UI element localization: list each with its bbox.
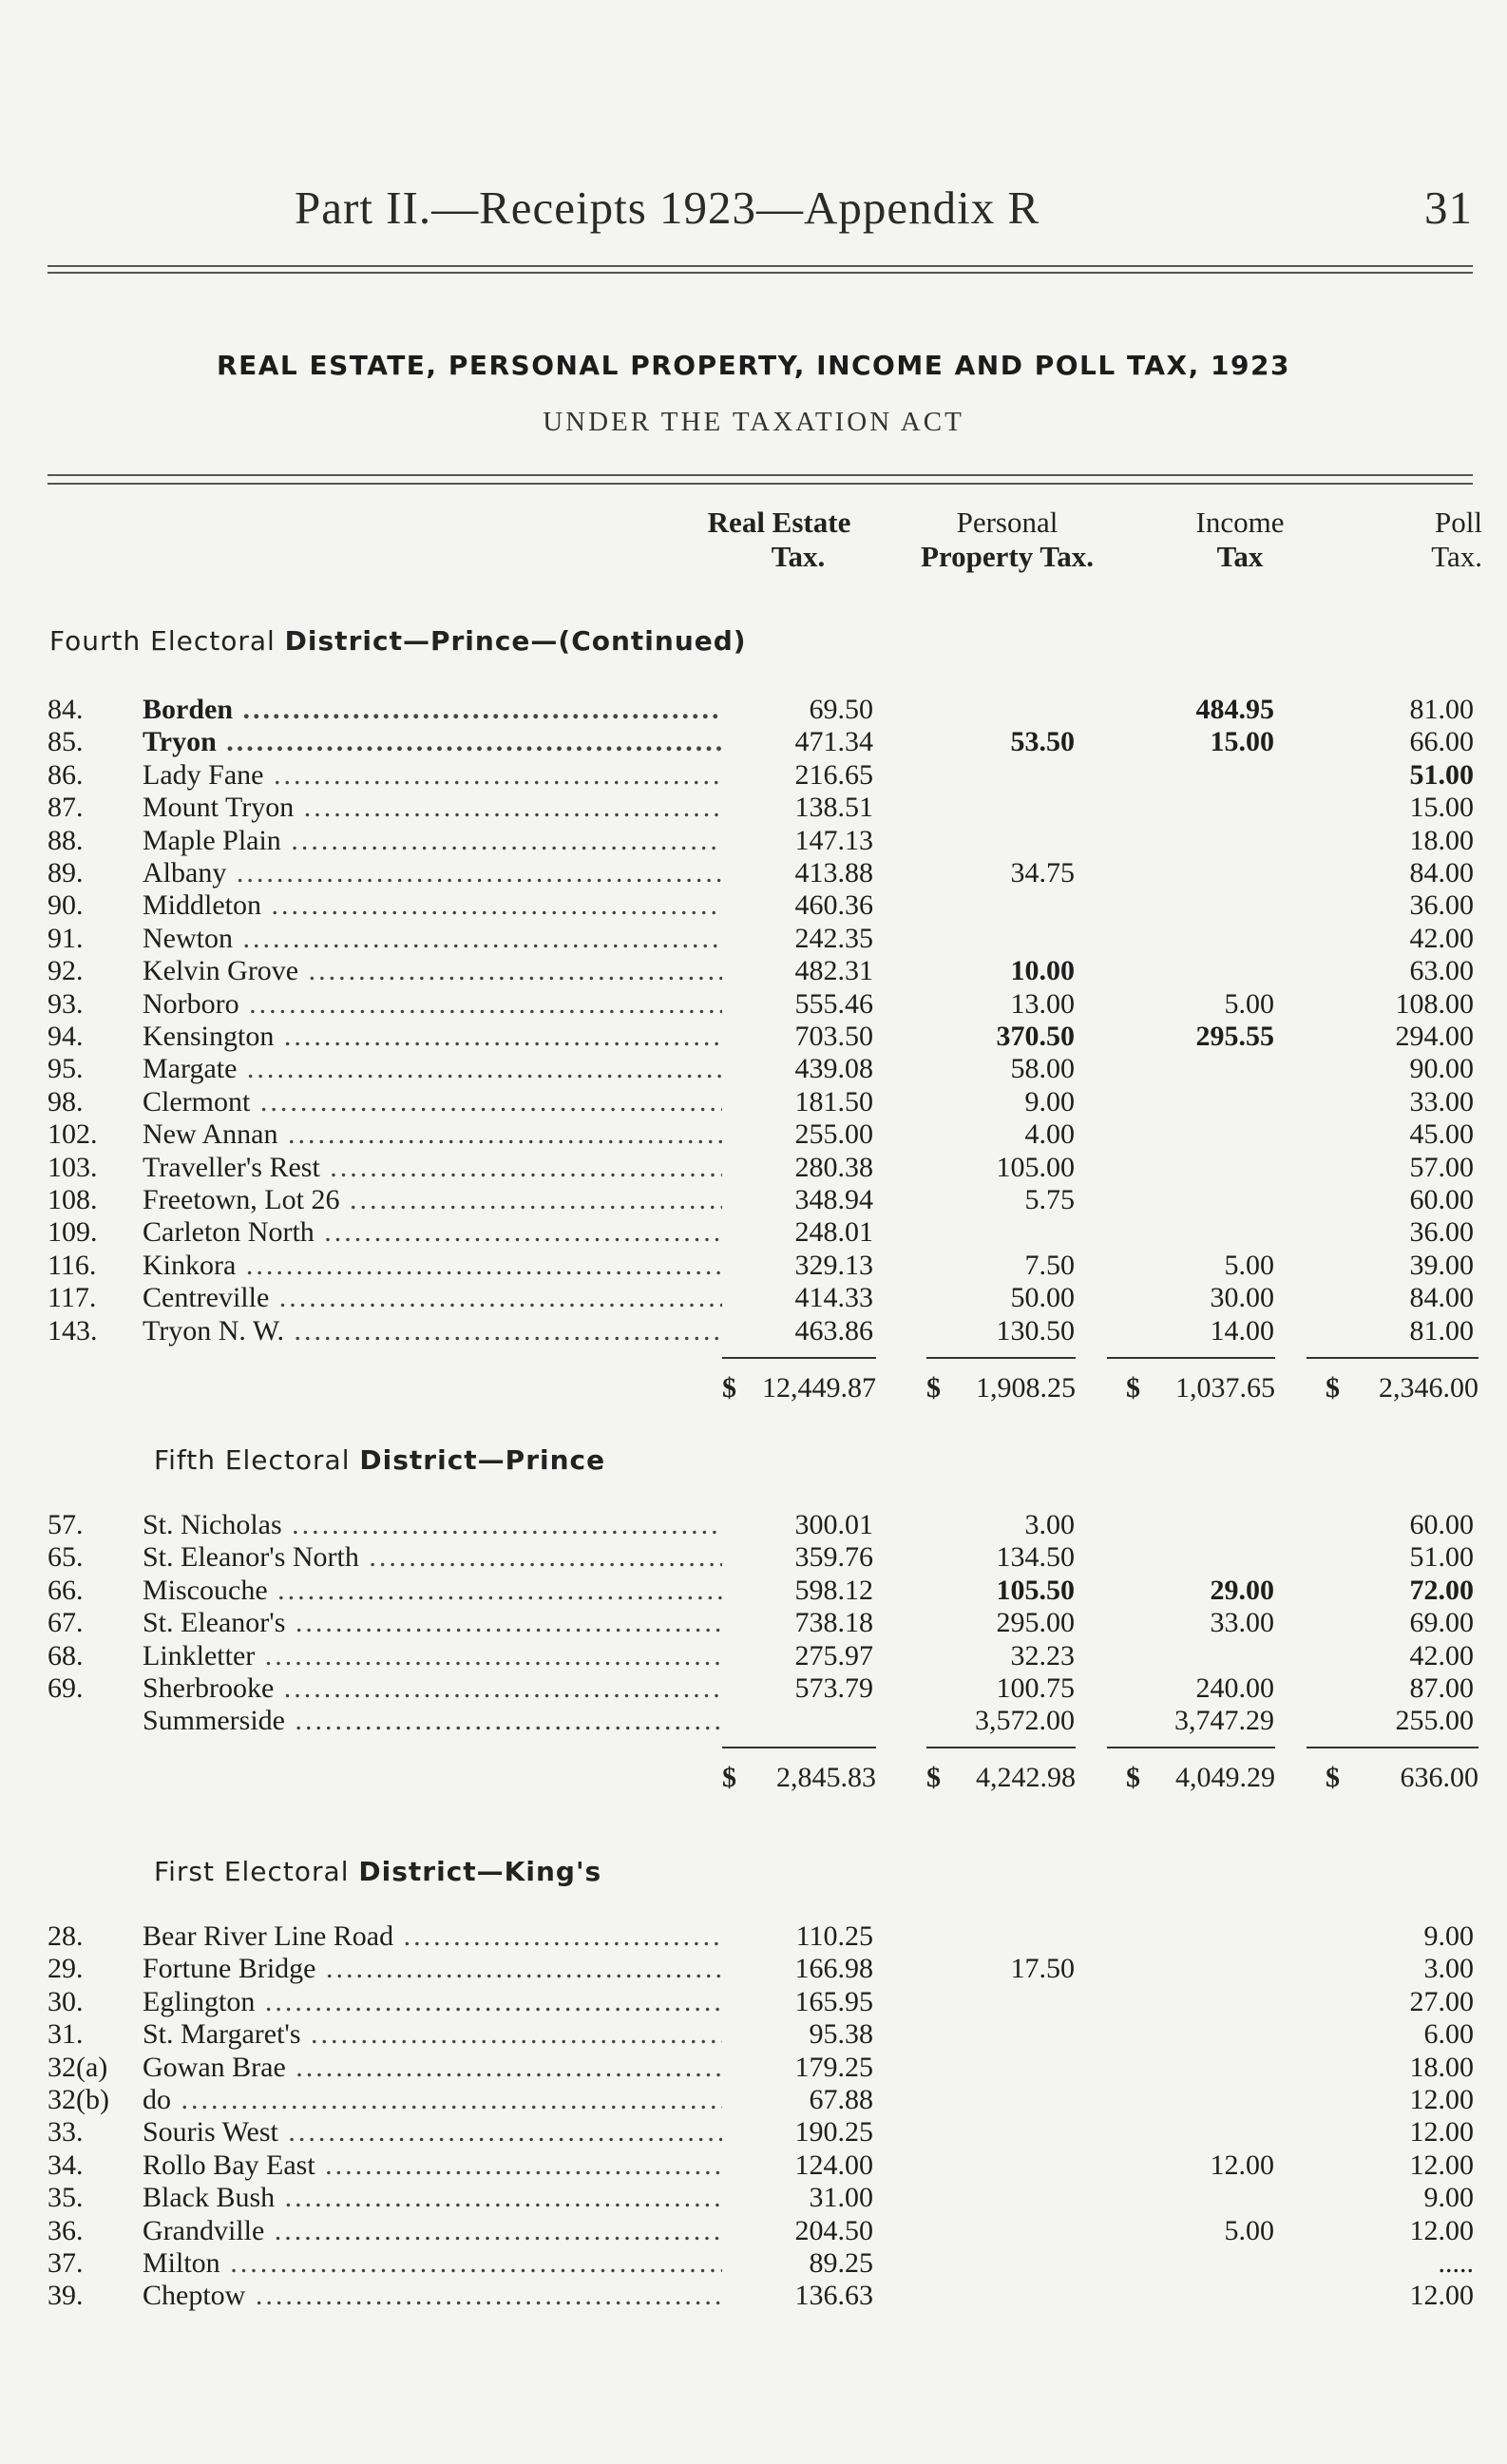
total-value: 1,037.65 — [1175, 1372, 1275, 1404]
district-name: Albany ..... — [143, 857, 722, 889]
section-title-lead: First Electoral — [154, 1856, 359, 1887]
personal-property-tax: 10.00 — [1010, 955, 1075, 986]
total-rule — [1307, 1747, 1478, 1748]
table-row — [0, 1315, 1507, 1347]
personal-property-tax: 3,572.00 — [975, 1705, 1075, 1736]
real-estate-tax: 482.31 — [794, 955, 873, 986]
real-estate-tax: 329.13 — [794, 1250, 873, 1281]
district-name: Black Bush ..... — [143, 2182, 722, 2214]
poll-tax: 27.00 — [1409, 1986, 1474, 2017]
totals-row — [0, 1762, 1507, 1794]
district-name: Clermont ..... — [143, 1086, 722, 1118]
row-number: 33. — [48, 2116, 84, 2148]
income-tax: 5.00 — [1224, 2215, 1274, 2246]
column-header-line: Tax — [1216, 540, 1264, 573]
section-title — [49, 625, 747, 657]
running-head — [295, 181, 1473, 238]
real-estate-tax: 738.18 — [794, 1607, 873, 1638]
total-rule — [1107, 1357, 1275, 1359]
poll-tax: 60.00 — [1409, 1184, 1474, 1215]
row-number: 86. — [48, 759, 84, 791]
table-row — [0, 694, 1507, 726]
running-title: Part II.—Receipts 1923—Appendix R — [295, 181, 1040, 234]
personal-property-tax: 32.23 — [1010, 1640, 1075, 1671]
real-estate-tax: 138.51 — [794, 792, 873, 823]
currency-sign: $ — [1326, 1372, 1340, 1404]
personal-property-tax: 5.75 — [1024, 1184, 1075, 1215]
row-number: 67. — [48, 1607, 84, 1638]
district-name: Grandville ..... — [143, 2215, 722, 2247]
row-number: 85. — [48, 726, 84, 757]
row-number: 91. — [48, 923, 84, 954]
row-number: 117. — [48, 1282, 97, 1313]
poll-tax: 36.00 — [1409, 1216, 1474, 1248]
section-title — [154, 1444, 605, 1476]
real-estate-tax: 414.33 — [794, 1282, 873, 1313]
table-row — [0, 1021, 1507, 1053]
poll-tax: 255.00 — [1395, 1705, 1474, 1736]
table-row — [0, 1640, 1507, 1672]
district-name: Kensington ..... — [143, 1021, 722, 1053]
currency-sign: $ — [722, 1372, 736, 1404]
district-name: Miscouche ..... — [143, 1575, 722, 1607]
poll-tax: 81.00 — [1409, 1315, 1474, 1347]
poll-tax: 12.00 — [1409, 2116, 1474, 2148]
poll-tax: 87.00 — [1409, 1672, 1474, 1704]
total-value: 2,346.00 — [1379, 1372, 1478, 1404]
row-number: 29. — [48, 1953, 84, 1984]
income-tax: 5.00 — [1224, 988, 1274, 1020]
district-name: Traveller's Rest ..... — [143, 1152, 722, 1184]
personal-property-tax: 53.50 — [1010, 726, 1075, 757]
income-tax: 14.00 — [1210, 1315, 1274, 1347]
poll-tax: 18.00 — [1409, 825, 1474, 856]
table-row — [0, 1118, 1507, 1151]
total-rule — [926, 1357, 1076, 1359]
income-tax: 295.55 — [1195, 1021, 1274, 1052]
total-value: 1,908.25 — [976, 1372, 1076, 1404]
poll-tax: 9.00 — [1423, 2182, 1474, 2213]
poll-tax: 90.00 — [1409, 1053, 1474, 1084]
district-name: Milton ..... — [143, 2247, 722, 2280]
poll-tax: 57.00 — [1409, 1152, 1474, 1183]
row-number: 88. — [48, 825, 84, 856]
poll-tax: 39.00 — [1409, 1250, 1474, 1281]
totals-row — [0, 1372, 1507, 1404]
row-number: 30. — [48, 1986, 84, 2017]
table-row — [0, 1282, 1507, 1314]
income-tax: 30.00 — [1210, 1282, 1274, 1313]
real-estate-tax: 555.46 — [794, 988, 873, 1020]
poll-tax: 12.00 — [1409, 2084, 1474, 2115]
row-number: 68. — [48, 1640, 84, 1671]
total-value: 12,449.87 — [762, 1372, 876, 1404]
real-estate-tax: 573.79 — [794, 1672, 873, 1704]
total-value: 2,845.83 — [776, 1762, 876, 1793]
column-header-poll — [1340, 506, 1482, 574]
income-tax: 484.95 — [1195, 694, 1274, 725]
poll-tax: 45.00 — [1409, 1118, 1474, 1150]
personal-property-tax: 105.00 — [996, 1152, 1075, 1183]
real-estate-tax: 275.97 — [794, 1640, 873, 1671]
total-value: 636.00 — [1400, 1762, 1478, 1793]
table-row — [0, 2018, 1507, 2051]
table-row — [0, 1672, 1507, 1705]
row-number: 66. — [48, 1575, 84, 1606]
district-name: Lady Fane ..... — [143, 759, 722, 792]
row-number: 36. — [48, 2215, 84, 2246]
row-number: 103. — [48, 1152, 98, 1183]
column-header-income — [1140, 506, 1340, 574]
district-name: Gowan Brae ..... — [143, 2052, 722, 2084]
row-number: 95. — [48, 1053, 84, 1084]
real-estate-tax: 110.25 — [795, 1920, 873, 1952]
real-estate-tax: 255.00 — [794, 1118, 873, 1150]
personal-property-tax: 100.75 — [996, 1672, 1075, 1704]
district-name: Fortune Bridge ..... — [143, 1953, 722, 1985]
row-number: 31. — [48, 2018, 84, 2050]
income-tax: 5.00 — [1224, 1250, 1274, 1281]
poll-tax: 69.00 — [1409, 1607, 1474, 1638]
row-number: 108. — [48, 1184, 98, 1215]
real-estate-tax: 413.88 — [794, 857, 873, 888]
district-name: St. Eleanor's ..... — [143, 1607, 722, 1639]
real-estate-tax: 471.34 — [794, 726, 873, 757]
income-tax: 12.00 — [1210, 2149, 1274, 2181]
row-number: 28. — [48, 1920, 84, 1952]
table-row — [0, 1509, 1507, 1541]
page-number: 31 — [1424, 181, 1473, 234]
table-row — [0, 2247, 1507, 2280]
district-name: Freetown, Lot 26 ..... — [143, 1184, 722, 1216]
row-number: 94. — [48, 1021, 84, 1052]
table-row — [0, 2182, 1507, 2214]
poll-tax: 42.00 — [1409, 1640, 1474, 1671]
table-row — [0, 1250, 1507, 1282]
income-tax: 29.00 — [1210, 1575, 1274, 1606]
total-rule — [926, 1747, 1076, 1748]
district-name: Middleton ..... — [143, 889, 722, 922]
poll-tax: 12.00 — [1409, 2280, 1474, 2311]
real-estate-tax: 165.95 — [794, 1986, 873, 2017]
district-name: Maple Plain ..... — [143, 825, 722, 857]
currency-sign: $ — [1326, 1762, 1340, 1793]
row-number: 143. — [48, 1315, 98, 1347]
personal-property-tax: 13.00 — [1010, 988, 1075, 1020]
real-estate-tax: 147.13 — [794, 825, 873, 856]
real-estate-tax: 31.00 — [809, 2182, 873, 2213]
personal-property-tax: 370.50 — [996, 1021, 1075, 1052]
personal-property-tax: 3.00 — [1024, 1509, 1075, 1540]
total-rule — [722, 1747, 876, 1748]
table-row — [0, 2116, 1507, 2149]
section-title-lead: Fourth Electoral — [49, 625, 285, 657]
district-name: do ..... — [143, 2084, 722, 2116]
row-number: 32(b) — [48, 2084, 109, 2115]
district-name: Carleton North ..... — [143, 1216, 722, 1249]
column-header-line: Property Tax. — [921, 540, 1094, 573]
table-row — [0, 1216, 1507, 1249]
currency-sign: $ — [722, 1762, 736, 1793]
personal-property-tax: 295.00 — [996, 1607, 1075, 1638]
district-name: Kinkora ..... — [143, 1250, 722, 1282]
personal-property-tax: 58.00 — [1010, 1053, 1075, 1084]
row-number: 39. — [48, 2280, 84, 2311]
column-header-line: Real Estate — [707, 506, 851, 539]
row-number: 34. — [48, 2149, 84, 2181]
personal-property-tax: 134.50 — [996, 1541, 1075, 1573]
poll-tax: 60.00 — [1409, 1509, 1474, 1540]
table-row — [0, 1541, 1507, 1574]
total-value: 4,242.98 — [976, 1762, 1076, 1793]
table-row — [0, 1986, 1507, 2018]
real-estate-tax: 67.88 — [809, 2084, 873, 2115]
real-estate-tax: 216.65 — [794, 759, 873, 791]
table-row — [0, 1607, 1507, 1639]
column-header-line: Personal — [956, 506, 1059, 539]
district-name: Borden ..... — [143, 694, 722, 726]
row-number: 109. — [48, 1216, 98, 1248]
page-subtitle: UNDER THE TAXATION ACT — [543, 407, 964, 437]
row-number: 102. — [48, 1118, 98, 1150]
table-row — [0, 857, 1507, 889]
district-name: Centreville ..... — [143, 1282, 722, 1314]
real-estate-tax: 460.36 — [794, 889, 873, 921]
district-name: Linkletter ..... — [143, 1640, 722, 1672]
poll-tax: 42.00 — [1409, 923, 1474, 954]
table-row — [0, 2084, 1507, 2116]
table-row — [0, 923, 1507, 955]
personal-property-tax: 4.00 — [1024, 1118, 1075, 1150]
row-number: 89. — [48, 857, 84, 888]
column-header-real-estate — [675, 506, 884, 574]
poll-tax: 9.00 — [1423, 1920, 1474, 1952]
header-rule — [48, 265, 1473, 267]
column-header-line: Tax. — [771, 540, 826, 573]
section-title — [154, 1856, 601, 1887]
row-number: 69. — [48, 1672, 84, 1704]
real-estate-tax: 204.50 — [794, 2215, 873, 2246]
total-value: 4,049.29 — [1175, 1762, 1275, 1793]
poll-tax: 51.00 — [1409, 1541, 1474, 1573]
poll-tax: 12.00 — [1409, 2149, 1474, 2181]
table-row — [0, 1920, 1507, 1953]
table-row — [0, 1053, 1507, 1085]
real-estate-tax: 439.08 — [794, 1053, 873, 1084]
poll-tax: 18.00 — [1409, 2052, 1474, 2083]
row-number: 37. — [48, 2247, 84, 2279]
title-rule — [48, 474, 1473, 476]
personal-property-tax: 7.50 — [1024, 1250, 1075, 1281]
poll-tax: 51.00 — [1409, 759, 1474, 791]
table-row — [0, 2215, 1507, 2247]
row-number: 84. — [48, 694, 84, 725]
row-number: 57. — [48, 1509, 84, 1540]
district-name: Rollo Bay East ..... — [143, 2149, 722, 2182]
district-name: Newton ..... — [143, 923, 722, 955]
personal-property-tax: 17.50 — [1010, 1953, 1075, 1984]
district-name: St. Eleanor's North ..... — [143, 1541, 722, 1574]
real-estate-tax: 463.86 — [794, 1315, 873, 1347]
section-title-lead: Fifth Electoral — [154, 1444, 360, 1476]
table-row — [0, 1953, 1507, 1985]
real-estate-tax: 280.38 — [794, 1152, 873, 1183]
district-name: Summerside ..... — [143, 1705, 722, 1737]
table-row — [0, 1152, 1507, 1184]
section-title-name: District—King's — [358, 1856, 602, 1887]
poll-tax: 66.00 — [1409, 726, 1474, 757]
table-row — [0, 825, 1507, 857]
district-name: Sherbrooke ..... — [143, 1672, 722, 1705]
table-row — [0, 1184, 1507, 1216]
real-estate-tax: 248.01 — [794, 1216, 873, 1248]
real-estate-tax: 166.98 — [794, 1953, 873, 1984]
real-estate-tax: 124.00 — [794, 2149, 873, 2181]
poll-tax: 33.00 — [1409, 1086, 1474, 1117]
real-estate-tax: 69.50 — [809, 694, 873, 725]
district-name: Kelvin Grove ..... — [143, 955, 722, 987]
table-row — [0, 889, 1507, 922]
personal-property-tax: 50.00 — [1010, 1282, 1075, 1313]
poll-tax: 6.00 — [1423, 2018, 1474, 2050]
row-number: 32(a) — [48, 2052, 108, 2083]
currency-sign: $ — [1126, 1372, 1140, 1404]
poll-tax: 15.00 — [1409, 792, 1474, 823]
table-row — [0, 792, 1507, 824]
poll-tax: 36.00 — [1409, 889, 1474, 921]
poll-tax: 72.00 — [1409, 1575, 1474, 1606]
row-number: 98. — [48, 1086, 84, 1117]
poll-tax: 81.00 — [1409, 694, 1474, 725]
currency-sign: $ — [926, 1372, 941, 1404]
district-name: New Annan ..... — [143, 1118, 722, 1151]
table-row — [0, 2149, 1507, 2182]
real-estate-tax: 300.01 — [794, 1509, 873, 1540]
row-number: 65. — [48, 1541, 84, 1573]
table-row — [0, 2052, 1507, 2084]
income-tax: 15.00 — [1210, 726, 1274, 757]
district-name: St. Margaret's ..... — [143, 2018, 722, 2051]
real-estate-tax: 95.38 — [809, 2018, 873, 2050]
section-title-name: District—Prince—(Continued) — [284, 625, 747, 657]
poll-tax: 108.00 — [1395, 988, 1474, 1020]
poll-tax: 84.00 — [1409, 857, 1474, 888]
column-header-line: Income — [1195, 506, 1285, 539]
real-estate-tax: 179.25 — [794, 2052, 873, 2083]
currency-sign: $ — [926, 1762, 941, 1793]
section-title-name: District—Prince — [359, 1444, 606, 1476]
personal-property-tax: 9.00 — [1024, 1086, 1075, 1117]
district-name: Eglington ..... — [143, 1986, 722, 2018]
real-estate-tax: 348.94 — [794, 1184, 873, 1215]
real-estate-tax: 242.35 — [794, 923, 873, 954]
row-number: 87. — [48, 792, 84, 823]
real-estate-tax: 359.76 — [794, 1541, 873, 1573]
row-number: 90. — [48, 889, 84, 921]
page-title: REAL ESTATE, PERSONAL PROPERTY, INCOME AND POLL TAX, 1923 — [217, 350, 1290, 381]
district-name: Souris West ..... — [143, 2116, 722, 2149]
header-rule — [48, 272, 1473, 274]
personal-property-tax: 34.75 — [1010, 857, 1075, 888]
table-row — [0, 2280, 1507, 2312]
table-row — [0, 1575, 1507, 1607]
real-estate-tax: 190.25 — [794, 2116, 873, 2148]
total-rule — [722, 1357, 876, 1359]
real-estate-tax: 136.63 — [794, 2280, 873, 2311]
column-header-personal — [884, 506, 1131, 574]
district-name: Tryon ..... — [143, 726, 722, 758]
column-header-line: Poll — [1435, 506, 1482, 539]
poll-tax: 12.00 — [1409, 2215, 1474, 2246]
column-header-line: Tax. — [1431, 540, 1482, 573]
row-number: 35. — [48, 2182, 84, 2213]
income-tax: 33.00 — [1210, 1607, 1274, 1638]
district-name: Mount Tryon ..... — [143, 792, 722, 824]
total-rule — [1307, 1357, 1478, 1359]
poll-tax: 294.00 — [1395, 1021, 1474, 1052]
row-number: 92. — [48, 955, 84, 986]
district-name: Margate ..... — [143, 1053, 722, 1085]
district-name: St. Nicholas ..... — [143, 1509, 722, 1541]
row-number: 116. — [48, 1250, 97, 1281]
district-name: Cheptow ..... — [143, 2280, 722, 2312]
table-row — [0, 988, 1507, 1021]
income-tax: 240.00 — [1195, 1672, 1274, 1704]
district-name: Norboro ..... — [143, 988, 722, 1021]
table-row — [0, 955, 1507, 987]
currency-sign: $ — [1126, 1762, 1140, 1793]
personal-property-tax: 105.50 — [996, 1575, 1075, 1606]
title-rule — [48, 483, 1473, 485]
real-estate-tax: 703.50 — [794, 1021, 873, 1052]
poll-tax: ..... — [1438, 2247, 1474, 2279]
poll-tax: 63.00 — [1409, 955, 1474, 986]
table-row — [0, 759, 1507, 792]
district-name: Tryon N. W. ..... — [143, 1315, 722, 1347]
income-tax: 3,747.29 — [1174, 1705, 1274, 1736]
district-name: Bear River Line Road ..... — [143, 1920, 722, 1953]
poll-tax: 84.00 — [1409, 1282, 1474, 1313]
table-row — [0, 1705, 1507, 1737]
row-number: 93. — [48, 988, 84, 1020]
personal-property-tax: 130.50 — [996, 1315, 1075, 1347]
table-row — [0, 1086, 1507, 1118]
real-estate-tax: 89.25 — [809, 2247, 873, 2279]
real-estate-tax: 598.12 — [794, 1575, 873, 1606]
poll-tax: 3.00 — [1423, 1953, 1474, 1984]
table-row — [0, 726, 1507, 758]
real-estate-tax: 181.50 — [794, 1086, 873, 1117]
total-rule — [1107, 1747, 1275, 1748]
